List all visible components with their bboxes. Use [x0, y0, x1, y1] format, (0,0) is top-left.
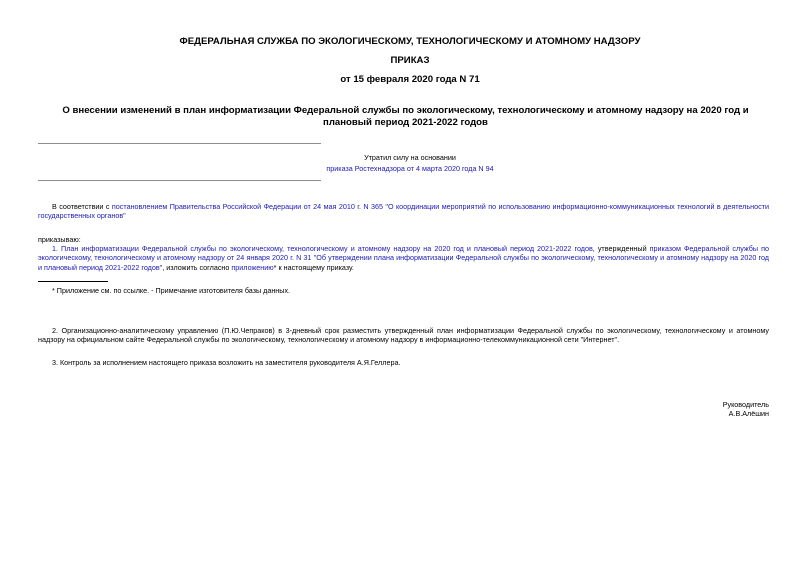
signature-position: Руководитель [722, 400, 769, 409]
document-type: ПРИКАЗ [390, 55, 430, 66]
preamble-link[interactable]: постановлением Правительства Российской Федерации от 24 мая 2010 г. N 365 "О координации мероприятий по использованию информационно-коммуникационных технологий в деятельности государственных органов" [38, 202, 769, 221]
footnote-rule [38, 281, 108, 282]
item1-text-2: , изложить согласно [162, 262, 232, 272]
divider-bottom [38, 180, 321, 181]
divider-top [38, 143, 321, 144]
item1-order-link[interactable]: приказом Федеральной службы по экологическому, технологическому и атомному надзору от 24 января 2020 г. N 31 "Об утверждении плана информатизации Федеральной службы по экологическому, технологическому и атомному надзору на 2020 год и плановый период 2021-2022 годов" [38, 244, 769, 272]
signature-name: А.В.Алёшин [728, 409, 769, 419]
item1-text-3: * к настоящему приказу. [273, 262, 354, 272]
preamble [38, 202, 769, 221]
order-date-number: от 15 февраля 2020 года N 71 [340, 74, 480, 85]
item1-plan-link[interactable]: 1. План информатизации Федеральной службы по экологическому, технологическому и атомному надзору на 2020 год и плановый период 2021-2022 годов [52, 244, 593, 253]
item-3: 3. Контроль за исполнением настоящего приказа возложить на заместителя руководителя А.Я.Геллера. [52, 358, 401, 367]
order-title: О внесении изменений в план информатизации Федеральной службы по экологическому, технологическому и атомному надзору на 2020 год и плановый период 2021-2022 годов [62, 105, 749, 128]
status-link[interactable]: приказа Ростехнадзора от 4 марта 2020 года N 94 [326, 164, 494, 174]
status-note [210, 153, 610, 174]
item-1 [38, 244, 769, 272]
preamble-lead: В соответствии с [52, 202, 112, 211]
footnote: * Приложение см. по ссылке. - Примечание изготовителя базы данных. [52, 286, 291, 295]
item-2 [38, 326, 769, 345]
order-word: приказываю: [38, 235, 81, 244]
item1-text: , утвержденный [592, 244, 650, 253]
agency-heading: ФЕДЕРАЛЬНАЯ СЛУЖБА ПО ЭКОЛОГИЧЕСКОМУ, ТЕХНОЛОГИЧЕСКОМУ И АТОМНОМУ НАДЗОРУ [179, 36, 641, 47]
item2-text: 2. Организационно-аналитическому управлению (П.Ю.Чепраков) в 3-дневный срок разместить утвержденный план информатизации Федеральной службы по экологическому, технологическому и атомному надзору на официальном сайте Федеральной службы по экологическому, технологическому и атомному надзору в информационно-телекоммуникационной сети "Интернет". [38, 326, 769, 345]
item1-appendix-link[interactable]: приложению [231, 262, 274, 272]
signature-block [723, 400, 769, 419]
status-line: Утратил силу на основании [364, 153, 456, 162]
